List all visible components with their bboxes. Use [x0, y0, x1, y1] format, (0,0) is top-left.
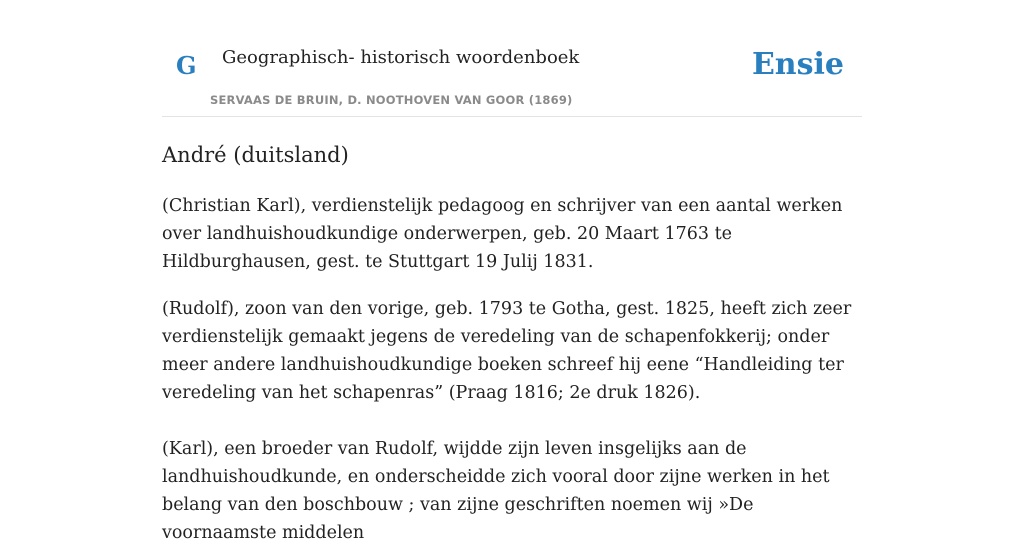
book-authors: SERVAAS DE BRUIN, D. NOOTHOVEN VAN GOOR (1869) — [210, 93, 573, 107]
ensie-logo-link[interactable]: Ensie — [751, 47, 844, 82]
entry-paragraph: (Rudolf), zoon van den vorige, geb. 1793 te Gotha, gest. 1825, heeft zich zeer verdienstelijk gemaakt jegens de veredeling van de schapenfokkerij; onder meer andere landhuishoudkundige boeken schreef hij eene “Handleiding ter veredeling van het schapenras” (Praag 1816; 2e druk 1826). — [162, 299, 852, 403]
book-logo-icon[interactable]: G — [176, 51, 197, 80]
book-title-link[interactable]: Geographisch- historisch woordenboek — [222, 47, 580, 68]
entry-paragraph: (Christian Karl), verdienstelijk pedagoog en schrijver van een aantal werken over landhuishoudkundige onderwerpen, geb. 20 Maart 1763 te Hildburghausen, gest. te Stuttgart 19 Julij 1831. — [162, 196, 843, 272]
entry-title: André (duitsland) — [162, 143, 349, 167]
book-header — [162, 0, 862, 117]
entry-paragraph: (Karl), een broeder van Rudolf, wijdde zijn leven insgelijks aan de landhuishoudkunde, en onderscheidde zich vooral door zijne werken in het belang van den boschbouw ; van zijne geschriften noemen wij »De voornaamste middelen — [162, 439, 830, 543]
